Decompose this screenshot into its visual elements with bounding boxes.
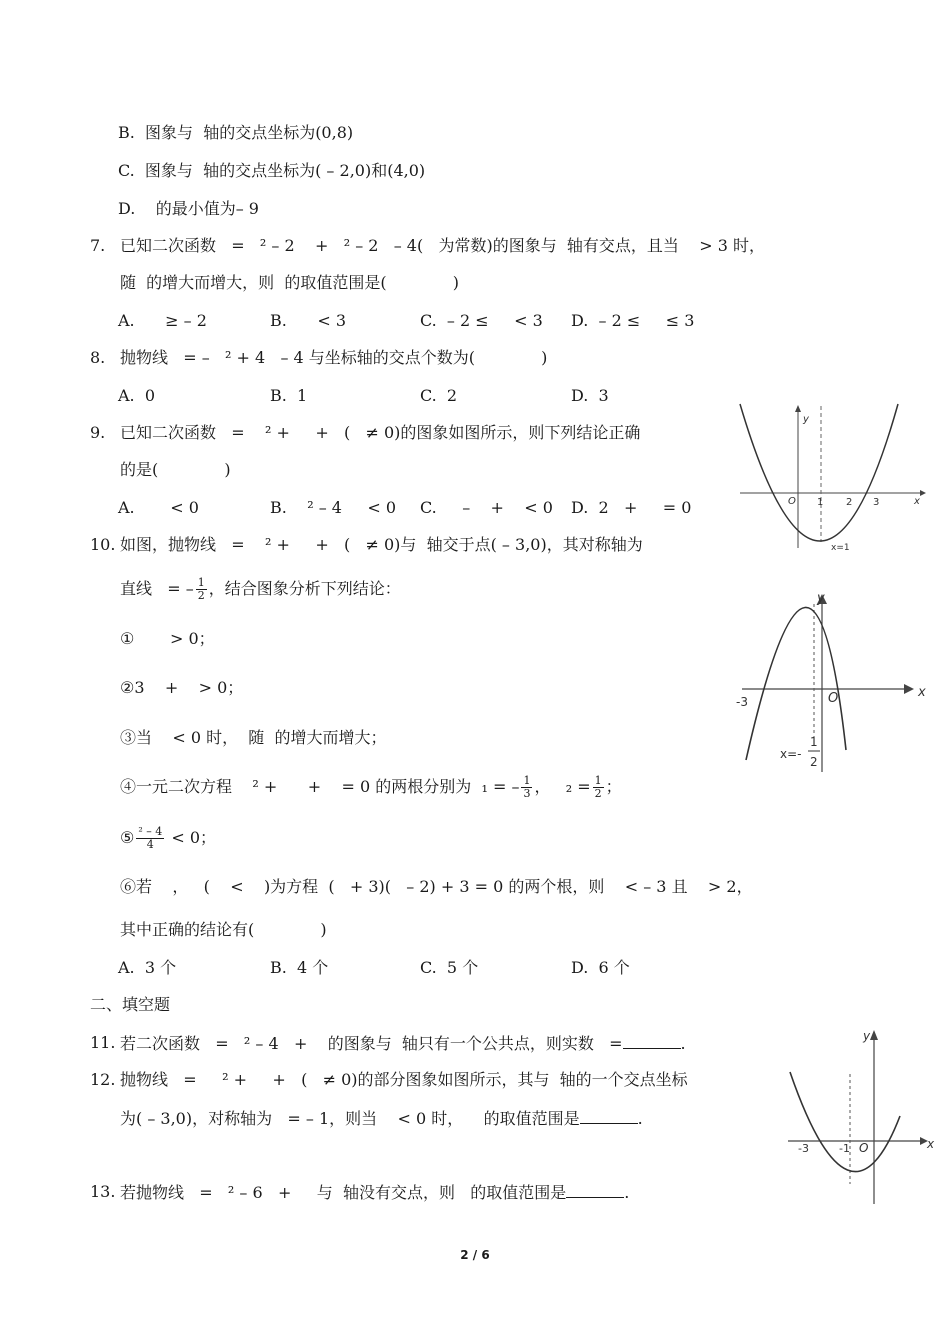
q13-number: 13. [90, 1182, 116, 1201]
q9-option-d: D. 2 + = 0 [571, 498, 692, 517]
q6-option-c: C. 图象与 轴的交点坐标为( – 2,0)和(4,0) [118, 161, 426, 180]
q10-option-d: D. 6 个 [571, 958, 630, 977]
q11-answer-blank[interactable] [623, 1032, 681, 1049]
q10-line-2-pre: 直线 = – [120, 579, 194, 598]
q9-origin-label: O [788, 496, 796, 507]
q11-line [120, 1032, 686, 1055]
q10-s4-end: ； [605, 777, 622, 796]
q9-x-arrow [920, 490, 926, 496]
q10-s4-pre: ④一元二次方程 ² + + = 0 的两根分别为 [120, 777, 472, 796]
q9-tick-2: 2 [846, 497, 853, 508]
q12-line-1: 抛物线 = ² + + ( ≠ 0)的部分图象如图所示，其与 轴的一个交点坐标 [120, 1070, 688, 1089]
q10-s4-f2-denominator: 2 [594, 787, 602, 800]
q10-statement-1: ① > 0； [120, 629, 215, 648]
q9-axis-label: x=1 [831, 543, 850, 553]
q10-half-numerator: 1 [197, 576, 205, 589]
q9-option-c: C. – + < 0 [420, 498, 553, 517]
q10-s5-denominator: 4 [146, 838, 154, 851]
q10-s4-x1: ₁ = – [471, 777, 520, 796]
q10-axis-pre: x=- [780, 747, 802, 761]
q10-statement-3: ③当 < 0 时， 随 的增大而增大； [120, 728, 387, 747]
q11-text: 若二次函数 = ² – 4 + 的图象与 轴只有一个公共点，则实数 = [120, 1034, 623, 1053]
q10-axis-denominator: 2 [810, 755, 818, 769]
q9-line-2: 的是( ) [120, 460, 231, 479]
q10-origin-label: O [828, 691, 839, 706]
q11-number: 11. [90, 1033, 116, 1052]
q9-x-label: x [914, 496, 920, 507]
q10-half-fraction [196, 577, 207, 602]
q6-option-d: D. 的最小值为– 9 [118, 199, 259, 218]
q8-option-b: B. 1 [270, 386, 308, 405]
q10-s4-mid: ， ₂ = [534, 777, 591, 796]
q10-statement-4 [120, 775, 622, 800]
q12-y-label: y [863, 1029, 871, 1043]
q9-parabola-curve [740, 404, 898, 541]
q7-option-b: B. < 3 [270, 311, 347, 330]
q10-s5-post: < 0； [166, 828, 217, 847]
q10-s4-fraction-2 [593, 775, 604, 800]
q12-y-arrow [870, 1030, 878, 1040]
q12-line-2 [120, 1107, 643, 1130]
q8-line-1: 抛物线 = – ² + 4 – 4 与坐标轴的交点个数为( ) [120, 348, 548, 367]
q10-statement-6: ⑥若 ， ( < )为方程 ( + 3)( – 2) + 3 = 0 的两个根，则 < – 3 且 > 2， [120, 877, 753, 896]
q9-tick-3: 3 [873, 497, 880, 508]
q13-answer-blank[interactable] [566, 1181, 624, 1198]
q7-option-d: D. – 2 ≤ ≤ 3 [571, 311, 695, 330]
q10-line-2-post: ，结合图象分析下列结论： [208, 579, 401, 598]
q8-option-a: A. 0 [118, 386, 155, 405]
q10-statement-2: ②3 + > 0； [120, 678, 244, 697]
q9-tick-1: 1 [817, 497, 824, 508]
q10-y-label: y [817, 591, 825, 606]
q10-option-a: A. 3 个 [118, 958, 177, 977]
q10-x-label: x [918, 685, 926, 700]
q10-s5-pre: ⑤ [120, 828, 135, 847]
q10-number: 10. [90, 535, 116, 554]
q12-number: 12. [90, 1070, 116, 1089]
q7-line-2: 随 的增大而增大，则 的取值范围是( ) [120, 273, 459, 292]
q12-origin-label: O [859, 1141, 869, 1155]
q10-left-tick: -3 [736, 695, 748, 709]
q12-x-label: x [927, 1137, 935, 1151]
q8-option-d: D. 3 [571, 386, 609, 405]
q10-option-b: B. 4 个 [270, 958, 329, 977]
q9-line-1: 已知二次函数 = ² + + ( ≠ 0)的图象如图所示，则下列结论正确 [120, 423, 641, 442]
q10-conclusion-line: 其中正确的结论有( ) [120, 920, 327, 939]
q12-parabola-graph [786, 1024, 936, 1206]
q13-text: 若抛物线 = ² – 6 + 与 轴没有交点，则 的取值范围是 [120, 1183, 567, 1202]
q10-s4-f2-numerator: 1 [594, 774, 602, 787]
q7-number: 7. [90, 236, 106, 255]
q12-tick-b: -1 [839, 1142, 850, 1155]
q7-option-a: A. ≥ – 2 [118, 311, 207, 330]
q10-s4-f1-numerator: 1 [523, 774, 531, 787]
q7-line-1: 已知二次函数 = ² – 2 + ² – 2 – 4( 为常数)的图象与 轴有交点，且当 > 3 时， [120, 236, 766, 255]
q10-line-2 [120, 577, 401, 602]
q9-y-arrow [795, 405, 801, 412]
q12-parabola-curve [790, 1072, 900, 1172]
q9-option-b: B. ² – 4 < 0 [270, 498, 397, 517]
q10-axis-numerator: 1 [810, 735, 818, 749]
page-number: 2 / 6 [460, 1248, 490, 1262]
q10-x-arrow [904, 684, 914, 694]
q10-parabola-graph [734, 590, 934, 780]
q10-half-denominator: 2 [197, 589, 205, 602]
q10-parabola-curve [746, 607, 846, 760]
q12-tick-a: -3 [798, 1142, 809, 1155]
q9-parabola-graph [738, 402, 928, 552]
q11-end: . [680, 1034, 686, 1053]
q9-number: 9. [90, 423, 106, 442]
q12-line-2-text: 为( – 3,0)，对称轴为 = – 1，则当 < 0 时， 的取值范围是 [120, 1109, 580, 1128]
q9-y-label: y [803, 414, 809, 425]
q10-option-c: C. 5 个 [420, 958, 479, 977]
q8-option-c: C. 2 [420, 386, 458, 405]
q9-option-a: A. < 0 [118, 498, 199, 517]
q13-end: . [624, 1183, 630, 1202]
q10-statement-5 [120, 826, 216, 851]
q10-s4-f1-denominator: 3 [523, 787, 531, 800]
q6-option-b: B. 图象与 轴的交点坐标为(0,8) [118, 123, 354, 142]
q7-option-c: C. – 2 ≤ < 3 [420, 311, 543, 330]
q12-answer-blank[interactable] [580, 1107, 638, 1124]
q10-s5-numerator: ² – 4 [138, 825, 163, 838]
q10-s4-fraction-1 [521, 775, 532, 800]
section-fill-in-title: 二、填空题 [90, 995, 171, 1014]
q10-s5-fraction [136, 826, 164, 851]
q8-number: 8. [90, 348, 106, 367]
q12-end: . [637, 1109, 643, 1128]
q13-line [120, 1181, 629, 1204]
q10-line-1: 如图，抛物线 = ² + + ( ≠ 0)与 轴交于点( – 3,0)，其对称轴为 [120, 535, 643, 554]
